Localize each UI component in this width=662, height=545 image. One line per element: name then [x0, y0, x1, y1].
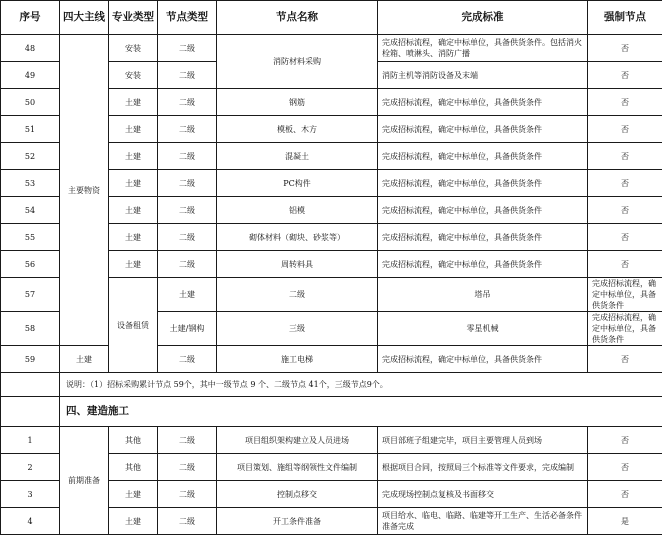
mandatory-cell: 否: [588, 143, 662, 170]
standard-cell: 完成招标流程，确定中标单位，具备供货条件: [378, 170, 588, 197]
discipline-cell: 土建: [109, 224, 158, 251]
standard-cell: 完成招标流程，确定中标单位，具备供货条件: [378, 224, 588, 251]
discipline-cell: 土建: [109, 251, 158, 278]
node-name-cell: 塔吊: [378, 278, 588, 312]
standard-cell: 完成招标流程，确定中标单位，具备供货条件。包括消火栓箱、喷淋头、消防广播: [378, 35, 588, 62]
mandatory-cell: 否: [588, 170, 662, 197]
table-row: [1, 35, 662, 62]
standard-cell: 完成招标流程，确定中标单位，具备供货条件: [378, 89, 588, 116]
discipline-cell: 安装: [109, 35, 158, 62]
node-name-cell: 消防材料采购: [217, 35, 378, 89]
discipline-cell: 土建: [60, 346, 109, 373]
node-name-cell: PC构件: [217, 170, 378, 197]
discipline-cell: 土建: [158, 278, 217, 312]
col-header-standard: 完成标准: [378, 1, 588, 35]
level-cell: 二级: [158, 454, 217, 481]
node-name-cell: 砌体材料（砌块、砂浆等）: [217, 224, 378, 251]
mandatory-cell: 否: [588, 89, 662, 116]
discipline-cell: 其他: [109, 427, 158, 454]
standard-cell: 完成招标流程，确定中标单位，具备供货条件: [588, 312, 662, 346]
standard-cell: 完成招标流程，确定中标单位，具备供货条件: [588, 278, 662, 312]
row-no: 52: [1, 143, 60, 170]
discipline-cell: 土建: [109, 143, 158, 170]
discipline-cell: 土建: [109, 508, 158, 535]
col-header-discipline: 专业类型: [109, 1, 158, 35]
header-row: [1, 1, 662, 35]
summary-note: 说明：（1）招标采购累计节点 59个，其中一级节点 9 个、二级节点 41个，三级节点9个。: [60, 373, 662, 397]
standard-cell: 完成现场控制点复核及书面移交: [378, 481, 588, 508]
mandatory-cell: 否: [588, 481, 662, 508]
node-name-cell: 混凝土: [217, 143, 378, 170]
level-cell: 二级: [158, 481, 217, 508]
level-cell: 二级: [158, 197, 217, 224]
mandatory-cell: 否: [588, 346, 662, 373]
level-cell: 二级: [158, 508, 217, 535]
row-no: 3: [1, 481, 60, 508]
level-cell: 三级: [217, 312, 378, 346]
row-no: 2: [1, 454, 60, 481]
node-name-cell: 模板、木方: [217, 116, 378, 143]
col-header-no: 序号: [1, 1, 60, 35]
level-cell: 二级: [158, 346, 217, 373]
standard-cell: 根据项目合同，按照局三个标准等文件要求，完成编制: [378, 454, 588, 481]
level-cell: 二级: [158, 251, 217, 278]
node-name-cell: 周转料具: [217, 251, 378, 278]
row-no: 51: [1, 116, 60, 143]
discipline-cell: 土建: [109, 197, 158, 224]
standard-cell: 消防主机等消防设备及末端: [378, 62, 588, 89]
section-row: [1, 397, 662, 427]
mainline-cell-equipment-rental: 设备租赁: [109, 278, 158, 373]
mainline-cell-main-materials: 主要物资: [60, 35, 109, 346]
table-row: [1, 346, 662, 373]
table-row: [1, 427, 662, 454]
standard-cell: 完成招标流程，确定中标单位，具备供货条件: [378, 116, 588, 143]
standard-cell: 项目部班子组建完毕，项目主要管理人员到场: [378, 427, 588, 454]
mandatory-cell: 否: [588, 427, 662, 454]
row-no: 54: [1, 197, 60, 224]
row-no: 56: [1, 251, 60, 278]
node-name-cell: 零星机械: [378, 312, 588, 346]
discipline-cell: 其他: [109, 454, 158, 481]
level-cell: 二级: [158, 35, 217, 62]
standard-cell: 完成招标流程，确定中标单位，具备供货条件: [378, 143, 588, 170]
level-cell: 二级: [158, 116, 217, 143]
node-name-cell: 控制点移交: [217, 481, 378, 508]
node-name-cell: 施工电梯: [217, 346, 378, 373]
row-no: 58: [1, 312, 60, 346]
note-row: [1, 373, 662, 397]
level-cell: 二级: [158, 224, 217, 251]
discipline-cell: 安装: [109, 62, 158, 89]
row-no: 49: [1, 62, 60, 89]
row-no: 59: [1, 346, 60, 373]
mandatory-cell: 否: [588, 224, 662, 251]
node-name-cell: 项目组织架构建立及人员进场: [217, 427, 378, 454]
mandatory-cell: 否: [588, 62, 662, 89]
blank-cell: [1, 373, 60, 397]
standard-cell: 项目给水、临电、临路、临建等开工生产、生活必备条件准备完成: [378, 508, 588, 535]
row-no: 50: [1, 89, 60, 116]
section-title: 四、建造施工: [60, 397, 662, 427]
level-cell: 二级: [158, 427, 217, 454]
mandatory-cell: 否: [588, 251, 662, 278]
row-no: 48: [1, 35, 60, 62]
node-name-cell: 开工条件准备: [217, 508, 378, 535]
level-cell: 二级: [158, 62, 217, 89]
row-no: 55: [1, 224, 60, 251]
node-name-cell: 铝模: [217, 197, 378, 224]
standard-cell: 完成招标流程，确定中标单位，具备供货条件: [378, 346, 588, 373]
mainline-cell-preparation: 前期准备: [60, 427, 109, 535]
discipline-cell: 土建: [109, 170, 158, 197]
mandatory-cell: 否: [588, 116, 662, 143]
mandatory-cell: 否: [588, 35, 662, 62]
mandatory-cell: 否: [588, 454, 662, 481]
level-cell: 二级: [158, 143, 217, 170]
level-cell: 二级: [217, 278, 378, 312]
level-cell: 二级: [158, 89, 217, 116]
row-no: 53: [1, 170, 60, 197]
row-no: 1: [1, 427, 60, 454]
standard-cell: 完成招标流程，确定中标单位，具备供货条件: [378, 251, 588, 278]
discipline-cell: 土建: [109, 116, 158, 143]
discipline-cell: 土建/钢构: [158, 312, 217, 346]
col-header-node-type: 节点类型: [158, 1, 217, 35]
node-name-cell: 钢筋: [217, 89, 378, 116]
col-header-node-name: 节点名称: [217, 1, 378, 35]
standard-cell: 完成招标流程，确定中标单位，具备供货条件: [378, 197, 588, 224]
blank-cell: [1, 397, 60, 427]
col-header-mainline: 四大主线: [60, 1, 109, 35]
row-no: 4: [1, 508, 60, 535]
col-header-mandatory: 强制节点: [588, 1, 662, 35]
level-cell: 二级: [158, 170, 217, 197]
discipline-cell: 土建: [109, 89, 158, 116]
mandatory-cell: 否: [588, 197, 662, 224]
discipline-cell: 土建: [109, 481, 158, 508]
row-no: 57: [1, 278, 60, 312]
mandatory-cell: 是: [588, 508, 662, 535]
node-name-cell: 项目策划、施组等纲领性文件编制: [217, 454, 378, 481]
